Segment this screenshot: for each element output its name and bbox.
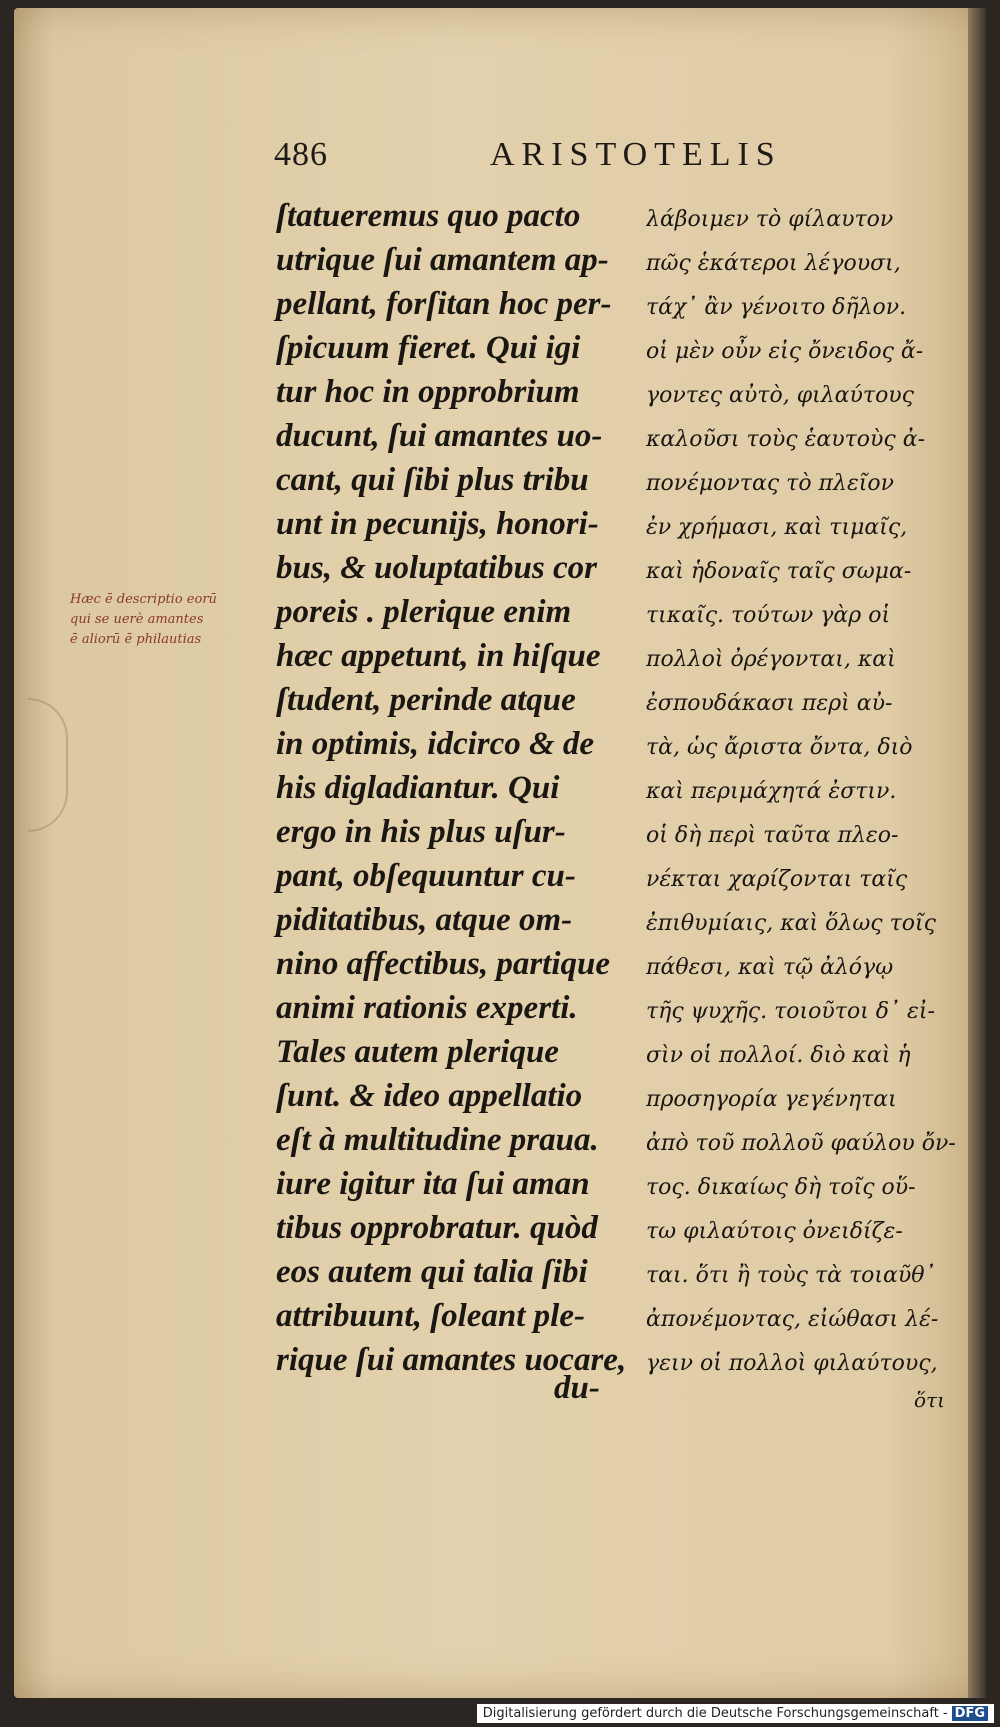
latin-text-column [276,194,628,1382]
greek-text-line: οἱ μὲν οὖν εἰς ὄνειδος ἄ- [646,339,924,364]
greek-text-line: τὰ, ὡς ἄριστα ὄντα, διὸ [646,735,913,760]
latin-text-line: attribuunt, ſoleant ple- [276,1298,585,1334]
latin-text-line: hæc appetunt, in hiſque [276,638,601,674]
greek-text-line: γειν οἱ πολλοὶ φιλαύτους, [646,1351,938,1376]
greek-text-line: τος. δικαίως δὴ τοῖς οὕ- [646,1175,916,1200]
greek-text-column [646,198,961,1386]
page-number: 486 [274,136,328,173]
latin-text-line: unt in pecunijs, honori- [276,506,599,542]
greek-text-line: πονέμοντας τὸ πλεῖον [646,471,895,496]
marginalia-line: ē aliorū ē philautias [70,632,202,647]
latin-text-line: iure igitur ita ſui aman [276,1166,590,1202]
digitization-credit [477,1704,994,1723]
book-page [14,8,986,1698]
latin-text-line: pellant, forſitan hoc per- [276,286,612,322]
latin-text-line: poreis . plerique enim [276,594,572,630]
greek-text-line: ἀπονέμοντας, εἰώθασι λέ- [646,1307,939,1332]
latin-catchword: du- [554,1370,600,1406]
latin-text-line: ſtatueremus quo pacto [276,198,581,234]
greek-text-line: ἀπὸ τοῦ πολλοῦ φαύλου ὄν- [646,1131,956,1156]
greek-text-line: τάχ᾽ ἂν γένοιτο δῆλον. [646,295,907,320]
latin-text-line: pant, obſequuntur cu- [276,858,576,894]
latin-text-line: eos autem qui talia ſibi [276,1254,588,1290]
page-header [274,136,914,176]
latin-text-line: ſtudent, perinde atque [276,682,576,718]
running-head: ARISTOTELIS [490,136,782,173]
latin-text-line: tur hoc in opprobrium [276,374,580,410]
greek-text-line: πολλοὶ ὀρέγονται, καὶ [646,647,896,672]
latin-text-line: Tales autem plerique [276,1034,559,1070]
greek-text-line: νέκται χαρίζονται ταῖς [646,867,908,892]
page-edge [968,8,986,1698]
greek-text-line: τικαῖς. τούτων γὰρ οἱ [646,603,891,628]
marginalia-line: Hæc ē descriptio eorū [70,592,217,607]
greek-text-line: ἐπιθυμίαις, καὶ ὅλως τοῖς [646,911,936,936]
latin-text-line: ducunt, ſui amantes uo- [276,418,603,454]
greek-text-line: οἱ δὴ περὶ ταῦτα πλεο- [646,823,899,848]
greek-catchword: ὅτι [914,1388,945,1412]
greek-text-line: λάβοιμεν τὸ φίλαυτον [646,207,894,232]
page-impression-mark [28,698,68,832]
greek-text-line: ἐσπουδάκασι περὶ αὐ- [646,691,893,716]
greek-text-line: προσηγορία γεγένηται [646,1087,897,1112]
greek-text-line: πάθεσι, καὶ τῷ ἀλόγῳ [646,955,894,980]
latin-text-line: nino affectibus, partique [276,946,611,982]
dfg-logo: DFG [952,1706,988,1721]
latin-text-line: utrique ſui amantem ap- [276,242,609,278]
greek-text-line: καλοῦσι τοὺς ἑαυτοὺς ἀ- [646,427,926,452]
handwritten-marginalia [70,590,280,650]
latin-text-line: in optimis, idcirco & de [276,726,595,762]
latin-text-line: bus, & uoluptatibus cor [276,550,597,586]
greek-text-line: καὶ ἡδοναῖς ταῖς σωμα- [646,559,912,584]
greek-text-line: τῆς ψυχῆς. τοιοῦτοι δ᾽ εἰ- [646,999,935,1024]
greek-text-line: τω φιλαύτοις ὀνειδίζε- [646,1219,903,1244]
latin-text-line: animi rationis experti. [276,990,578,1026]
marginalia-line: qui se uerè amantes [70,612,204,627]
latin-text-line: piditatibus, atque om- [276,902,573,938]
latin-text-line: ſpicuum fieret. Qui igi [276,330,581,366]
latin-text-line: eſt à multitudine praua. [276,1122,599,1158]
greek-text-line: γοντες αὐτὸ, φιλαύτους [646,383,915,408]
greek-text-line: πῶς ἑκάτεροι λέγουσι, [646,251,901,276]
latin-text-line: his digladiantur. Qui [276,770,560,806]
latin-text-line: ergo in his plus uſur- [276,814,566,850]
greek-text-line: ται. ὅτι ἢ τοὺς τὰ τοιαῦθ᾽ [646,1263,936,1288]
footer-text: Digitalisierung gefördert durch die Deutsche Forschungsgemeinschaft - [482,1706,948,1721]
greek-text-line: σὶν οἱ πολλοί. διὸ καὶ ἡ [646,1043,911,1068]
greek-text-line: ἐν χρήμασι, καὶ τιμαῖς, [646,515,908,540]
latin-text-line: ſunt. & ideo appellatio [276,1078,583,1114]
latin-text-line: tibus opprobratur. quòd [276,1210,598,1246]
greek-text-line: καὶ περιμάχητά ἐστιν. [646,779,897,804]
latin-text-line: rique ſui amantes uocare, [276,1342,627,1378]
latin-text-line: cant, qui ſibi plus tribu [276,462,589,498]
